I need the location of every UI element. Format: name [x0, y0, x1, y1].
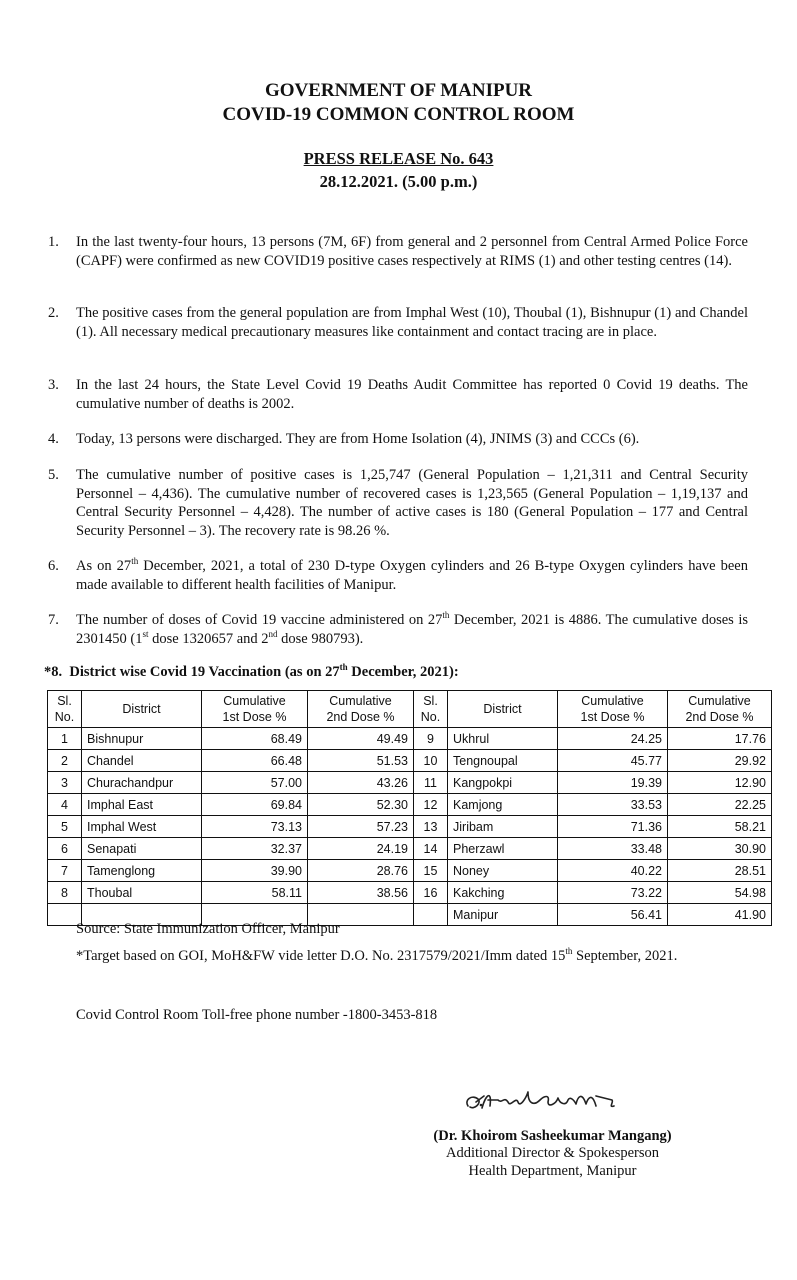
- table-cell: 13: [414, 816, 448, 838]
- table-row: [48, 882, 772, 904]
- table-cell: 2: [48, 750, 82, 772]
- table-cell: Tengnoupal: [448, 750, 558, 772]
- table-cell: Senapati: [82, 838, 202, 860]
- col-sl-no: Sl. No.: [48, 691, 82, 728]
- signatory-department: Health Department, Manipur: [468, 1163, 637, 1179]
- table-cell: 19.39: [558, 772, 668, 794]
- table-cell: Churachandpur: [82, 772, 202, 794]
- item-text: In the last twenty-four hours, 13 persons (7M, 6F) from general and 2 personnel from Central Armed Police Force (CAPF) were confirmed as new COVID19 positive cases respectively at RIMS (1) and other testing centres (14).: [76, 234, 748, 269]
- item-text: The cumulative number of positive cases is 1,25,747 (General Population – 1,21,311 and Central Security Personnel – 4,436). The cumulative number of recovered cases is 1,23,565 (General Population – 1,19,137 and Central Security Personnel – 4,428). The number of active cases is 180 (General Population – 177 and Central Security Personnel – 3). The recovery rate is 98.26 %.: [76, 467, 748, 539]
- table-cell: 24.19: [308, 838, 414, 860]
- total-first-dose: 56.41: [558, 904, 668, 926]
- table-cell: 58.11: [202, 882, 308, 904]
- item-number: 2.: [48, 305, 59, 321]
- col-first-dose: Cumulative 1st Dose %: [558, 691, 668, 728]
- item-number: 3.: [48, 377, 59, 393]
- table-cell: Kangpokpi: [448, 772, 558, 794]
- table-row: [48, 816, 772, 838]
- government-heading: GOVERNMENT OF MANIPUR: [264, 80, 533, 101]
- table-cell: 45.77: [558, 750, 668, 772]
- table-cell: 14: [414, 838, 448, 860]
- table-cell: 30.90: [668, 838, 772, 860]
- col-district: District: [82, 691, 202, 728]
- table-cell: 29.92: [668, 750, 772, 772]
- table-cell: 43.26: [308, 772, 414, 794]
- item-number: 7.: [48, 612, 59, 628]
- tollfree-note: Covid Control Room Toll-free phone number -1800-3453-818: [76, 1007, 438, 1023]
- table-cell: 12: [414, 794, 448, 816]
- table-cell: 8: [48, 882, 82, 904]
- table-cell: 57.23: [308, 816, 414, 838]
- table-cell: 52.30: [308, 794, 414, 816]
- table-cell: Chandel: [82, 750, 202, 772]
- table-row: [48, 860, 772, 882]
- col-district: District: [448, 691, 558, 728]
- item-number: 4.: [48, 431, 59, 447]
- total-district: Manipur: [448, 904, 558, 926]
- table-header-row: [48, 691, 772, 728]
- item-number: 5.: [48, 467, 59, 483]
- table-cell: 4: [48, 794, 82, 816]
- table-cell: 15: [414, 860, 448, 882]
- item-4: [48, 430, 748, 449]
- table-cell: 7: [48, 860, 82, 882]
- table-cell: 28.76: [308, 860, 414, 882]
- table-cell: Thoubal: [82, 882, 202, 904]
- item-text: The number of doses of Covid 19 vaccine administered on 27th December, 2021 is 4886. The cumulative doses is 2301450 (1st dose 1320657 and 2nd dose 980793).: [76, 610, 748, 647]
- col-second-dose: Cumulative 2nd Dose %: [668, 691, 772, 728]
- table-cell: Ukhrul: [448, 728, 558, 750]
- table-cell: 58.21: [668, 816, 772, 838]
- item-1: [48, 233, 748, 270]
- table-cell: 33.53: [558, 794, 668, 816]
- table-cell: 17.76: [668, 728, 772, 750]
- table-cell: 57.00: [202, 772, 308, 794]
- table-cell: Kakching: [448, 882, 558, 904]
- table-cell: 3: [48, 772, 82, 794]
- table-cell: 6: [48, 838, 82, 860]
- table-cell: Jiribam: [448, 816, 558, 838]
- item-text: Today, 13 persons were discharged. They are from Home Isolation (4), JNIMS (3) and CCCs (6).: [76, 431, 640, 447]
- table-cell: 9: [414, 728, 448, 750]
- table-row: [48, 750, 772, 772]
- table-cell: 32.37: [202, 838, 308, 860]
- col-first-dose: Cumulative 1st Dose %: [202, 691, 308, 728]
- vaccination-section-title: *8. District wise Covid 19 Vaccination (as on 27th December, 2021):: [44, 662, 459, 680]
- table-cell: 1: [48, 728, 82, 750]
- item-text: As on 27th December, 2021, a total of 230 D-type Oxygen cylinders and 26 B-type Oxygen cylinders have been made available to different health facilities of Manipur.: [76, 556, 748, 593]
- target-note: *Target based on GOI, MoH&FW vide letter D.O. No. 2317579/2021/Imm dated 15th September, 2021.: [76, 946, 678, 964]
- table-cell: 71.36: [558, 816, 668, 838]
- table-cell: 51.53: [308, 750, 414, 772]
- table-cell: Imphal East: [82, 794, 202, 816]
- table-cell: 12.90: [668, 772, 772, 794]
- table-cell: 33.48: [558, 838, 668, 860]
- table-cell: Bishnupur: [82, 728, 202, 750]
- table-cell: 28.51: [668, 860, 772, 882]
- table-cell: 68.49: [202, 728, 308, 750]
- signatory-name: (Dr. Khoirom Sasheekumar Mangang): [433, 1128, 672, 1144]
- table-cell: 22.25: [668, 794, 772, 816]
- table-cell: 49.49: [308, 728, 414, 750]
- table-cell: 39.90: [202, 860, 308, 882]
- table-cell: 10: [414, 750, 448, 772]
- table-cell: 66.48: [202, 750, 308, 772]
- table-cell: Kamjong: [448, 794, 558, 816]
- table-cell: 73.22: [558, 882, 668, 904]
- handwritten-signature: [462, 1082, 632, 1122]
- table-row: [48, 772, 772, 794]
- item-text: In the last 24 hours, the State Level Covid 19 Deaths Audit Committee has reported 0 Covid 19 deaths. The cumulative number of deaths is 2002.: [76, 377, 748, 412]
- table-cell: 40.22: [558, 860, 668, 882]
- table-cell: [414, 904, 448, 926]
- signatory-designation: Additional Director & Spokesperson: [445, 1145, 660, 1161]
- item-number: 6.: [48, 558, 59, 574]
- table-cell: 5: [48, 816, 82, 838]
- press-release-date: 28.12.2021. (5.00 p.m.): [319, 172, 478, 191]
- item-7: [48, 611, 748, 648]
- item-2: [48, 304, 748, 341]
- table-cell: 73.13: [202, 816, 308, 838]
- vaccination-table: [47, 690, 772, 926]
- table-cell: 54.98: [668, 882, 772, 904]
- table-cell: Pherzawl: [448, 838, 558, 860]
- table-cell: 16: [414, 882, 448, 904]
- table-cell: Imphal West: [82, 816, 202, 838]
- table-cell: 38.56: [308, 882, 414, 904]
- item-6: [48, 557, 748, 594]
- item-5: [48, 466, 748, 540]
- table-cell: Tamenglong: [82, 860, 202, 882]
- table-cell: Noney: [448, 860, 558, 882]
- table-cell: 69.84: [202, 794, 308, 816]
- table-cell: 11: [414, 772, 448, 794]
- total-second-dose: 41.90: [668, 904, 772, 926]
- table-row: [48, 794, 772, 816]
- table-row: [48, 838, 772, 860]
- source-note: Source: State Immunization Officer, Manipur: [76, 921, 340, 937]
- item-text: The positive cases from the general population are from Imphal West (10), Thoubal (1), Bishnupur (1) and Chandel (1). All necessary medical precautionary measures like containment and contact tracing are in place.: [76, 305, 748, 340]
- table-row: [48, 728, 772, 750]
- control-room-heading: COVID-19 COMMON CONTROL ROOM: [222, 104, 575, 125]
- item-number: 1.: [48, 234, 59, 250]
- col-sl-no: Sl. No.: [414, 691, 448, 728]
- item-3: [48, 376, 748, 413]
- table-cell: 24.25: [558, 728, 668, 750]
- col-second-dose: Cumulative 2nd Dose %: [308, 691, 414, 728]
- press-release-number: PRESS RELEASE No. 643: [303, 149, 494, 168]
